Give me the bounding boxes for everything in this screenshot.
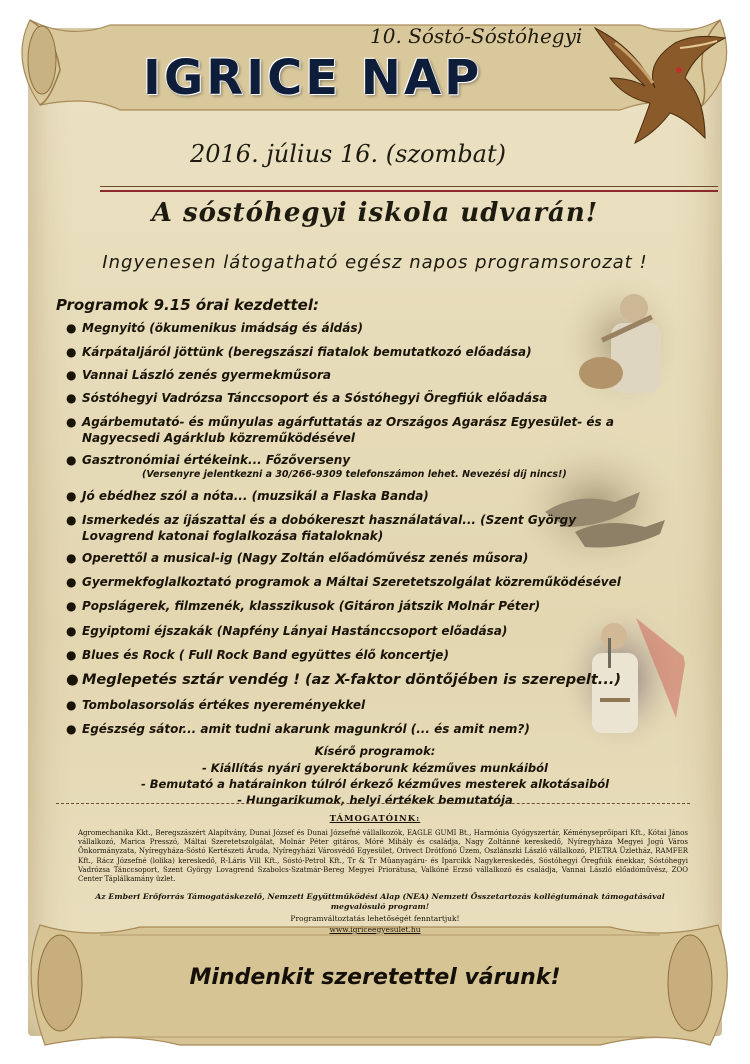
list-item: ● Meglepetés sztár vendég ! (az X-faktor döntőjében is szerepelt...) — [66, 672, 621, 688]
supporters-text: Agromechanika Kkt., Beregszászért Alapítvány, Dunai József és Dunai Józsefné vállalkozók, EAGLE GUMI Bt., Harmónia Gyógyszertár, Kéményseprőipari Kft., Kótai János vállalkozó, Marica Presszó, Máltai Szeretetszolgálat, Molnár Péter gitáros, Móré Mihály és családja, Nagy Zoltánné kereskedő, Nyíregyháza Megyei Jogú Város Önkormányzata, Nyíregyháza-Sóstó Kertészeti Áruda, Nyíregyházi Városvédő Egyesület, Orivect Drótfonó Üzem, Oszlánszki László vállalkozó, PIETRA Üzletház, RAMFER Kft., Rácz Józsefné (lolika) kereskedő, R-Láris Vill Kft., Sóstó-Petrol Kft., Tr & Tr Mûanyagáru- és Iparcikk Nagykereskedés, Sóstóhegyi Öregfiúk énekkar, Sóstóhegyi Vadrózsa Tánccsoport, Szent György Lovagrend Szabolcs-Szatmár-Bereg Megyei Priorátusa, Valkóné Erzsó vállalkozó és családja, Vannai László előadóművész, ZOO Center Táplálkamány üzlet. — [78, 829, 688, 884]
list-item: ● Sóstóhegyi Vadrózsa Tánccsoport és a Sóstóhegyi Öregfiúk előadása — [66, 391, 548, 405]
side-programs-list — [0, 760, 750, 808]
program-change-note: Programváltoztatás lehetőségét fenntartjuk! — [290, 914, 460, 923]
list-item: ● Gasztronómiai értékeink... Főzőverseny (Versenyre jelentkezni a 30/266-9309 telefonszámon lehet. Nevezési díj nincs!) — [64, 452, 674, 481]
list-item: ● Vannai László zenés gyermekműsora — [66, 368, 331, 382]
dotted-divider — [56, 803, 690, 804]
welcome-message: Mindenkit szeretettel várunk! — [189, 965, 561, 990]
edition-label: 10. Sóstó-Sóstóhegyi — [370, 24, 583, 48]
event-date: 2016. július 16. (szombat) — [190, 140, 506, 168]
heron-bird-icon — [575, 8, 735, 168]
header-divider — [100, 186, 718, 187]
list-item: ● Kárpátaljáról jöttünk (beregszászi fiatalok bemutatkozó előadása) — [66, 345, 532, 359]
list-item: - Kiállítás nyári gyerektáborunk kézműves munkáiból — [202, 761, 548, 775]
list-item: ● Egészség sátor... amit tudni akarunk magunkról (... és amit nem?) — [66, 722, 530, 736]
contest-note: (Versenyre jelentkezni a 30/266-9309 telefonszámon lehet. Nevezési díj nincs!) — [142, 469, 567, 480]
header-divider-red — [100, 190, 718, 192]
program-heading: Programok 9.15 órai kezdettel: — [56, 296, 319, 314]
venue-heading: A sóstóhegyi iskola udvarán! — [151, 198, 599, 228]
list-item: ● Ismerkedés az íjászattal és a dobókereszt használatával... (Szent György Lovagrend katonai foglalkozása fiataloknak) — [66, 513, 577, 543]
list-item: ● Operettől a musical-ig (Nagy Zoltán előadóművész zenés műsora) — [66, 551, 529, 565]
list-item: ● Blues és Rock ( Full Rock Band együttes élő koncertje) — [66, 648, 449, 662]
website-link[interactable]: www.igriceegyesulet.hu — [329, 925, 421, 934]
list-item: - Bemutató a határainkon túlról érkező kézműves mesterek alkotásaiból — [140, 777, 610, 791]
list-item: ● Agárbemutató- és műnyulas agárfuttatás az Országos Agarász Egyesület- és a Nagyecsedi Agárklub közreműködésével — [66, 415, 614, 445]
list-item: ● Egyiptomi éjszakák (Napfény Lányai Hastánccsoport előadása) — [66, 624, 508, 638]
program-subtitle: Ingyenesen látogatható egész napos programsorozat ! — [102, 252, 648, 273]
supporters-title: TÁMOGATÓINK: — [329, 814, 421, 824]
list-item: ● Jó ebédhez szól a nóta... (muzsikál a Flaska Banda) — [66, 489, 429, 503]
list-item: ● Megnyitó (ökumenikus imádság és áldás) — [66, 321, 363, 335]
list-item: ● Gyermekfoglalkoztató programok a Máltai Szeretetszolgálat közreműködésével — [66, 575, 621, 589]
list-item: - Hungarikumok, helyi értékek bemutatója — [237, 793, 513, 807]
side-programs-title: Kísérő programok: — [314, 744, 436, 758]
event-title: IGRICE NAP — [143, 50, 483, 106]
funding-line: Az Emberi Erőforrás Támogatáskezelő, Nemzeti Együttműködési Alap (NEA) Nemzeti Összetartozás kollégiumának támogatásával megvalósuló program! — [95, 892, 665, 911]
list-item: ● Tombolasorsolás értékes nyereményekkel — [66, 698, 366, 712]
list-item: ● Popslágerek, filmzenék, klasszikusok (Gitáron játszik Molnár Péter) — [66, 599, 541, 613]
